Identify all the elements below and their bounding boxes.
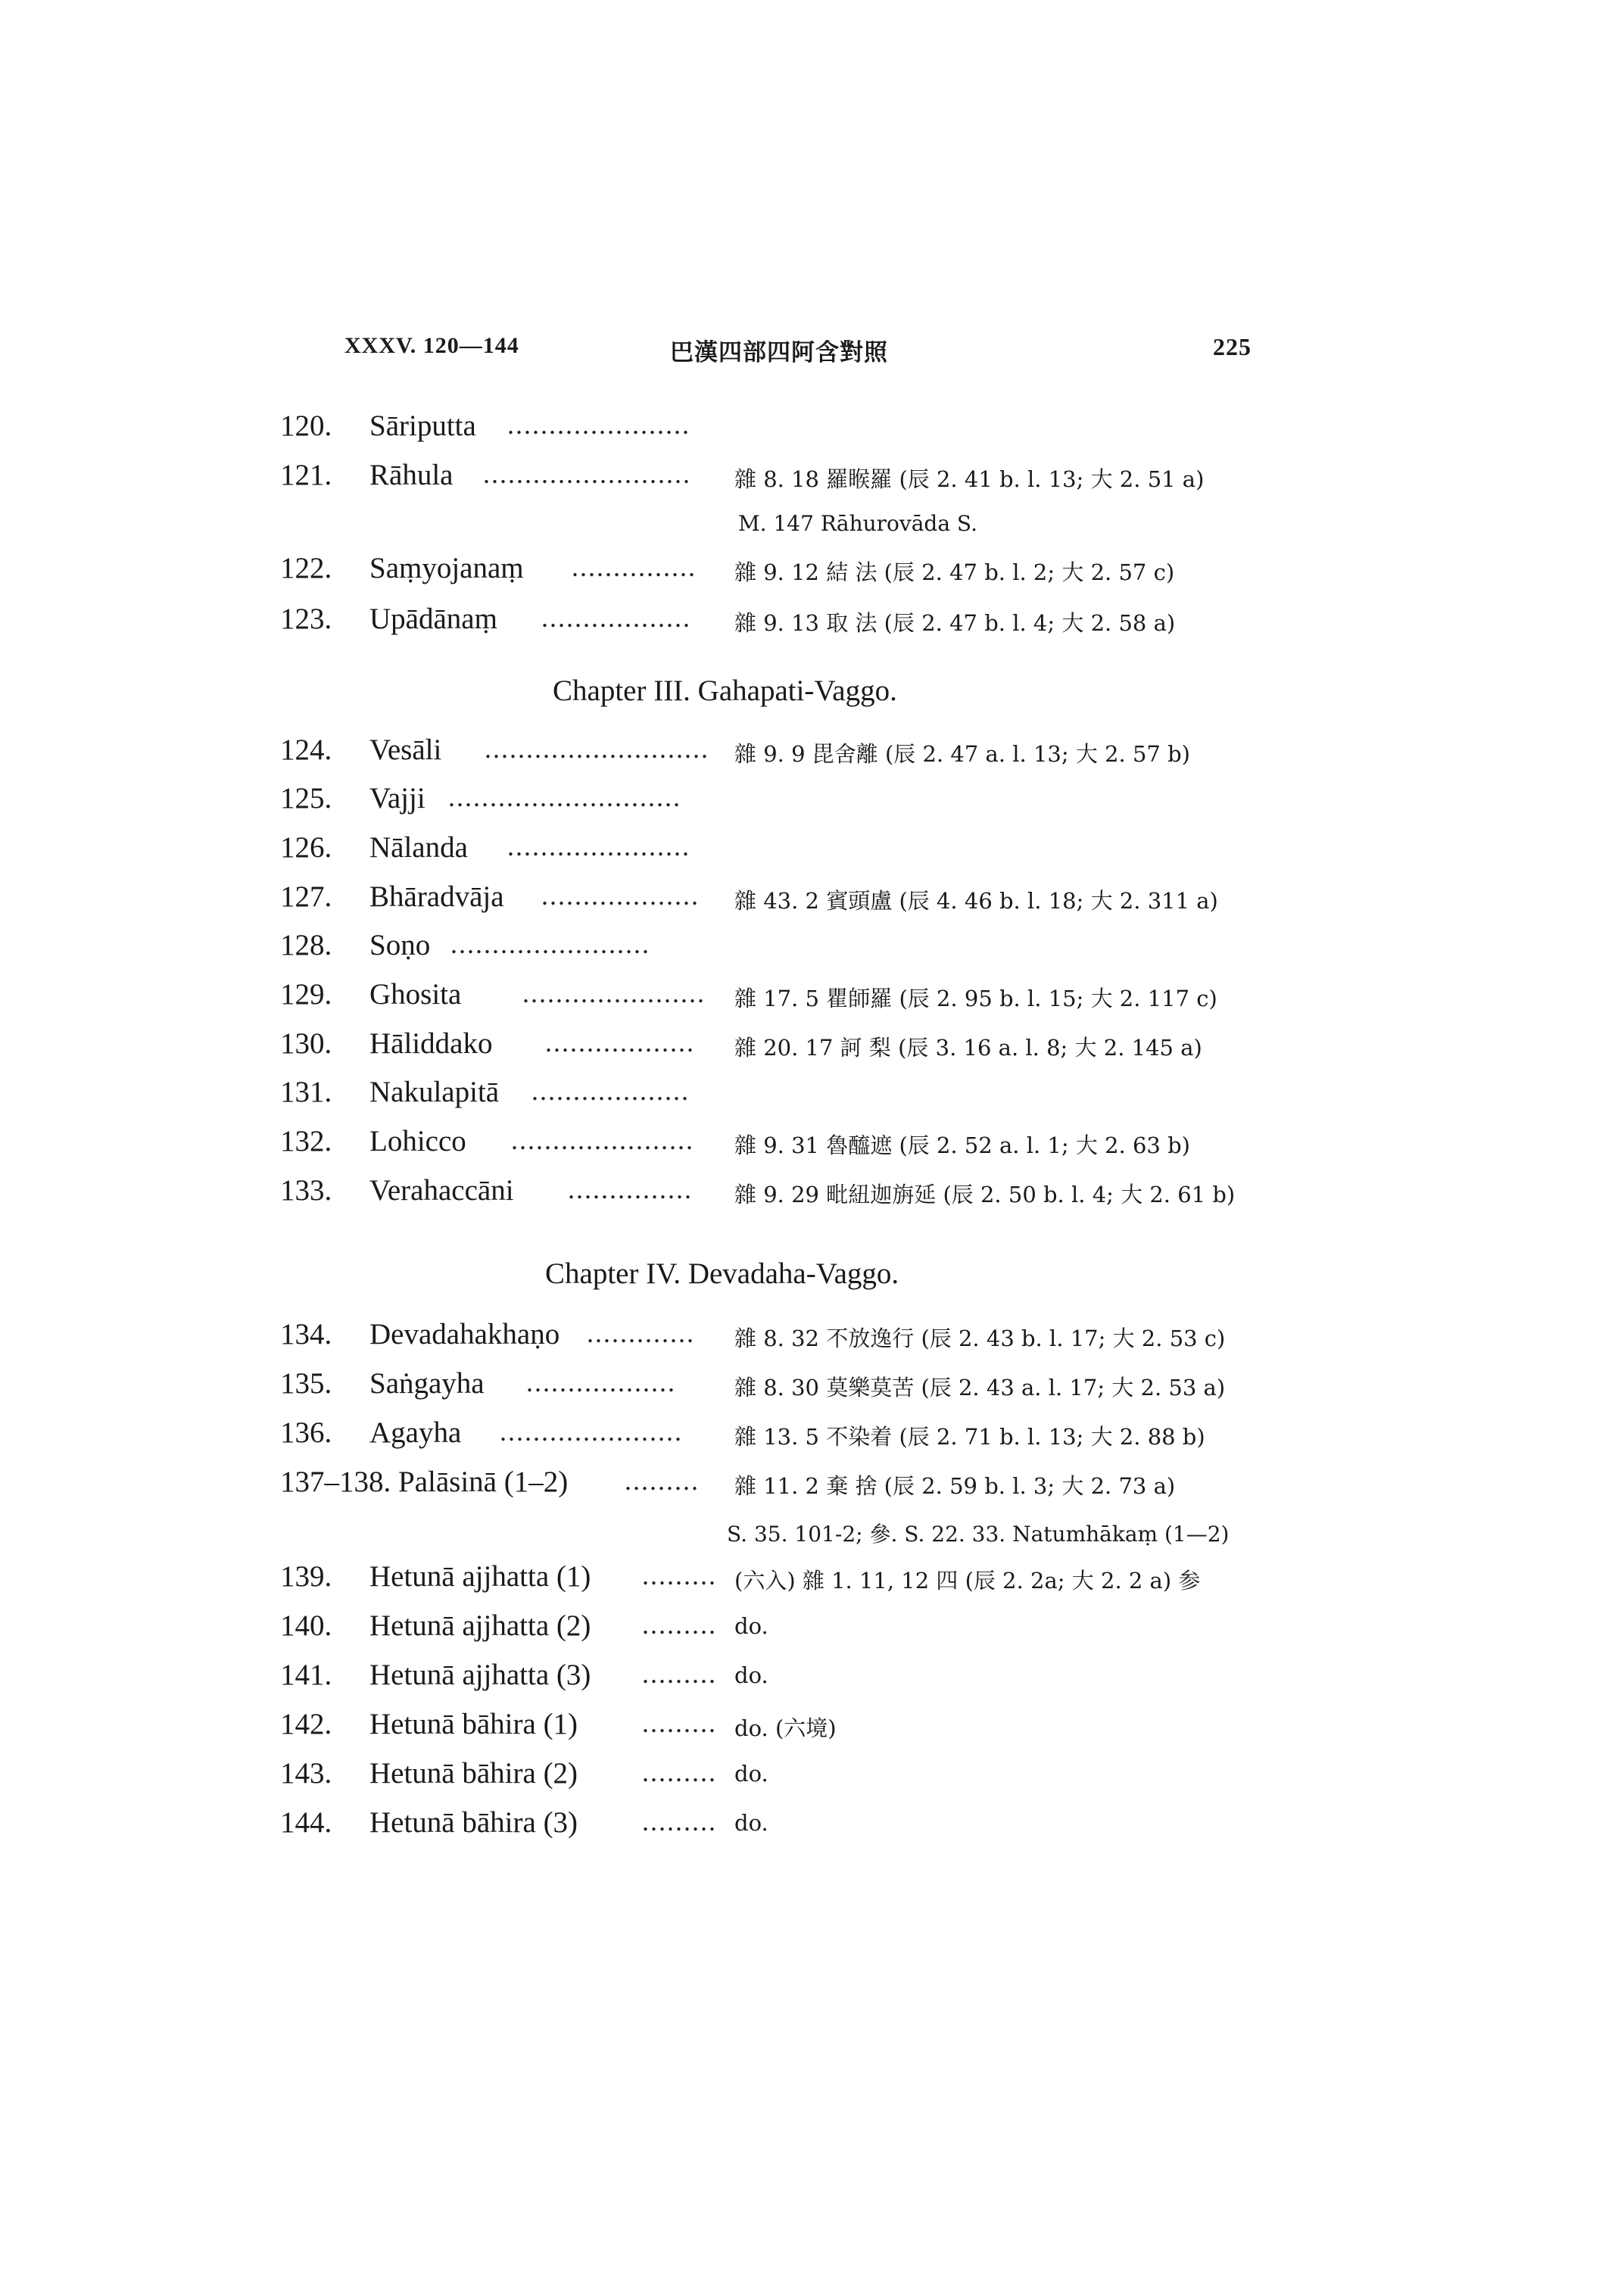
entry-number: 121.	[280, 459, 332, 491]
entry-title: Upādānaṃ	[369, 603, 497, 635]
entry-130	[280, 1027, 1325, 1069]
entry-title: Rāhula	[369, 459, 454, 491]
entry-title: Lohicco	[369, 1125, 466, 1157]
entry-title: Hetunā ajjhatta (1)	[369, 1560, 591, 1593]
entry-122	[280, 551, 1325, 594]
leader-dots: .........	[625, 1466, 700, 1496]
entry-title: Vajji	[369, 782, 425, 815]
leader-dots: ............................	[448, 782, 681, 812]
entry-132	[280, 1124, 1325, 1167]
entry-number: 134.	[280, 1318, 332, 1351]
entry-title: Hetunā bāhira (3)	[369, 1806, 578, 1839]
entry-number: 123.	[280, 603, 332, 635]
entry-number: 128.	[280, 929, 332, 961]
entry-127	[280, 880, 1325, 922]
leader-dots: .........	[642, 1659, 717, 1689]
leader-dots: .........	[642, 1560, 717, 1590]
entry-number: 136.	[280, 1416, 332, 1449]
leader-dots: .........	[642, 1806, 717, 1837]
entry-title: Hetunā bāhira (2)	[369, 1757, 578, 1790]
entry-number: 140.	[280, 1609, 332, 1642]
entry-144	[280, 1805, 1325, 1848]
reference: 雜 8. 30 莫樂莫苦 (辰 2. 43 a. l. 17; 大 2. 53 a)	[734, 1375, 1226, 1400]
leader-dots: .........................	[483, 459, 691, 489]
entry-title: Verahaccāni	[369, 1174, 514, 1207]
entry-title: Soṇo	[369, 929, 431, 961]
sub-reference-137-138: S. 35. 101-2; 參. S. 22. 33. Natumhākaṃ (1—2)	[727, 1522, 1230, 1547]
entry-134	[280, 1317, 1325, 1360]
entry-title: Saṅgayha	[369, 1367, 485, 1400]
entry-title: Sāriputta	[369, 410, 476, 442]
running-head-title: 巴漢四部四阿含對照	[670, 339, 888, 366]
reference: do. (六境)	[734, 1715, 837, 1741]
entry-141	[280, 1658, 1325, 1700]
entry-128	[280, 928, 1325, 970]
entry-title: Saṃyojanaṃ	[369, 552, 524, 584]
entry-number: 130.	[280, 1027, 332, 1060]
entry-title: Ghosita	[369, 978, 462, 1011]
entry-number: 143.	[280, 1757, 332, 1790]
entry-title: Hetunā ajjhatta (2)	[369, 1609, 591, 1642]
entry-number: 126.	[280, 831, 332, 864]
entry-title: 137–138. Palāsinā (1–2)	[280, 1466, 569, 1498]
entry-number: 124.	[280, 734, 332, 766]
reference: 雜 43. 2 賓頭盧 (辰 4. 46 b. l. 18; 大 2. 311 a)	[734, 888, 1218, 914]
entry-140	[280, 1609, 1325, 1651]
leader-dots: ......................	[522, 978, 706, 1008]
entry-number: 141.	[280, 1659, 332, 1691]
entry-number: 132.	[280, 1125, 332, 1157]
leader-dots: ...........................	[485, 734, 709, 764]
reference: 雜 11. 2 棄 捨 (辰 2. 59 b. l. 3; 大 2. 73 a)	[734, 1473, 1176, 1499]
entry-135	[280, 1366, 1325, 1409]
leader-dots: ..................	[526, 1367, 676, 1397]
entry-121	[280, 458, 1325, 500]
reference: do.	[734, 1613, 768, 1639]
entry-number: 135.	[280, 1367, 332, 1400]
entry-number: 129.	[280, 978, 332, 1011]
entry-title: Hāliddako	[369, 1027, 493, 1060]
reference: 雜 20. 17 訶 梨 (辰 3. 16 a. l. 8; 大 2. 145 a)	[734, 1035, 1202, 1061]
entry-137-138	[280, 1465, 1325, 1507]
entry-number: 131.	[280, 1076, 332, 1108]
entry-number: 144.	[280, 1806, 332, 1839]
entry-title: Devadahakhaṇo	[369, 1318, 560, 1351]
leader-dots: ...............	[568, 1174, 693, 1204]
leader-dots: ...............	[572, 552, 697, 582]
reference: 雜 17. 5 瞿師羅 (辰 2. 95 b. l. 15; 大 2. 117 c)	[734, 986, 1217, 1011]
page-number: 225	[1213, 333, 1252, 360]
reference: 雜 9. 13 取 法 (辰 2. 47 b. l. 4; 大 2. 58 a)	[734, 610, 1176, 636]
entry-number: 142.	[280, 1708, 332, 1740]
leader-dots: ...................	[541, 880, 700, 911]
leader-dots: ......................	[500, 1416, 683, 1447]
entry-title: Nālanda	[369, 831, 468, 864]
entry-143	[280, 1756, 1325, 1799]
entry-number: 125.	[280, 782, 332, 815]
leader-dots: .........	[642, 1609, 717, 1640]
entry-title: Hetunā ajjhatta (3)	[369, 1659, 591, 1691]
entry-129	[280, 977, 1325, 1020]
entry-136	[280, 1416, 1325, 1458]
chapter-heading-iii: Chapter III. Gahapati-Vaggo.	[553, 675, 897, 707]
entry-142	[280, 1707, 1325, 1749]
leader-dots: ........................	[450, 929, 650, 959]
entry-120	[280, 409, 1325, 451]
entry-131	[280, 1075, 1325, 1117]
entry-title: Bhāradvāja	[369, 880, 504, 913]
reference: 雜 9. 9 毘舍離 (辰 2. 47 a. l. 13; 大 2. 57 b)	[734, 741, 1190, 767]
leader-dots: ......................	[507, 831, 690, 861]
entry-123	[280, 602, 1325, 644]
reference: 雜 9. 31 魯醯遮 (辰 2. 52 a. l. 1; 大 2. 63 b)	[734, 1132, 1190, 1158]
reference: 雜 9. 29 毗紐迦旃延 (辰 2. 50 b. l. 4; 大 2. 61 b)	[734, 1182, 1236, 1207]
leader-dots: ..................	[541, 603, 691, 633]
reference: do.	[734, 1662, 768, 1688]
leader-dots: ...................	[531, 1076, 690, 1106]
reference: (六入) 雜 1. 11, 12 四 (辰 2. 2a; 大 2. 2 a) 参	[734, 1568, 1201, 1594]
entry-title: Vesāli	[369, 734, 442, 766]
chapter-heading-iv: Chapter IV. Devadaha-Vaggo.	[545, 1257, 899, 1290]
entry-number: 133.	[280, 1174, 332, 1207]
entry-126	[280, 830, 1325, 873]
reference: 雜 9. 12 結 法 (辰 2. 47 b. l. 2; 大 2. 57 c)	[734, 559, 1175, 585]
reference: do.	[734, 1761, 768, 1787]
reference: 雜 8. 32 不放逸行 (辰 2. 43 b. l. 17; 大 2. 53 c)	[734, 1326, 1226, 1351]
entry-number: 120.	[280, 410, 332, 442]
sub-reference-121: M. 147 Rāhurovāda S.	[738, 511, 978, 536]
entry-139	[280, 1559, 1325, 1602]
leader-dots: ......................	[511, 1125, 694, 1155]
entry-title: Nakulapitā	[369, 1076, 500, 1108]
reference: do.	[734, 1810, 768, 1836]
entry-125	[280, 781, 1325, 824]
entry-number: 139.	[280, 1560, 332, 1593]
leader-dots: ......................	[507, 410, 690, 440]
entry-number: 122.	[280, 552, 332, 584]
leader-dots: .........	[642, 1708, 717, 1738]
entry-number: 127.	[280, 880, 332, 913]
reference: 雜 8. 18 羅睺羅 (辰 2. 41 b. l. 13; 大 2. 51 a)	[734, 466, 1205, 492]
entry-title: Agayha	[369, 1416, 462, 1449]
running-head-left: XXXV. 120—144	[344, 333, 519, 358]
leader-dots: ..................	[545, 1027, 695, 1058]
leader-dots: .........	[642, 1757, 717, 1787]
reference: 雜 13. 5 不染着 (辰 2. 71 b. l. 13; 大 2. 88 b)	[734, 1424, 1205, 1450]
entry-124	[280, 733, 1325, 775]
entry-title: Hetunā bāhira (1)	[369, 1708, 578, 1740]
leader-dots: .............	[587, 1318, 695, 1348]
entry-133	[280, 1173, 1325, 1216]
